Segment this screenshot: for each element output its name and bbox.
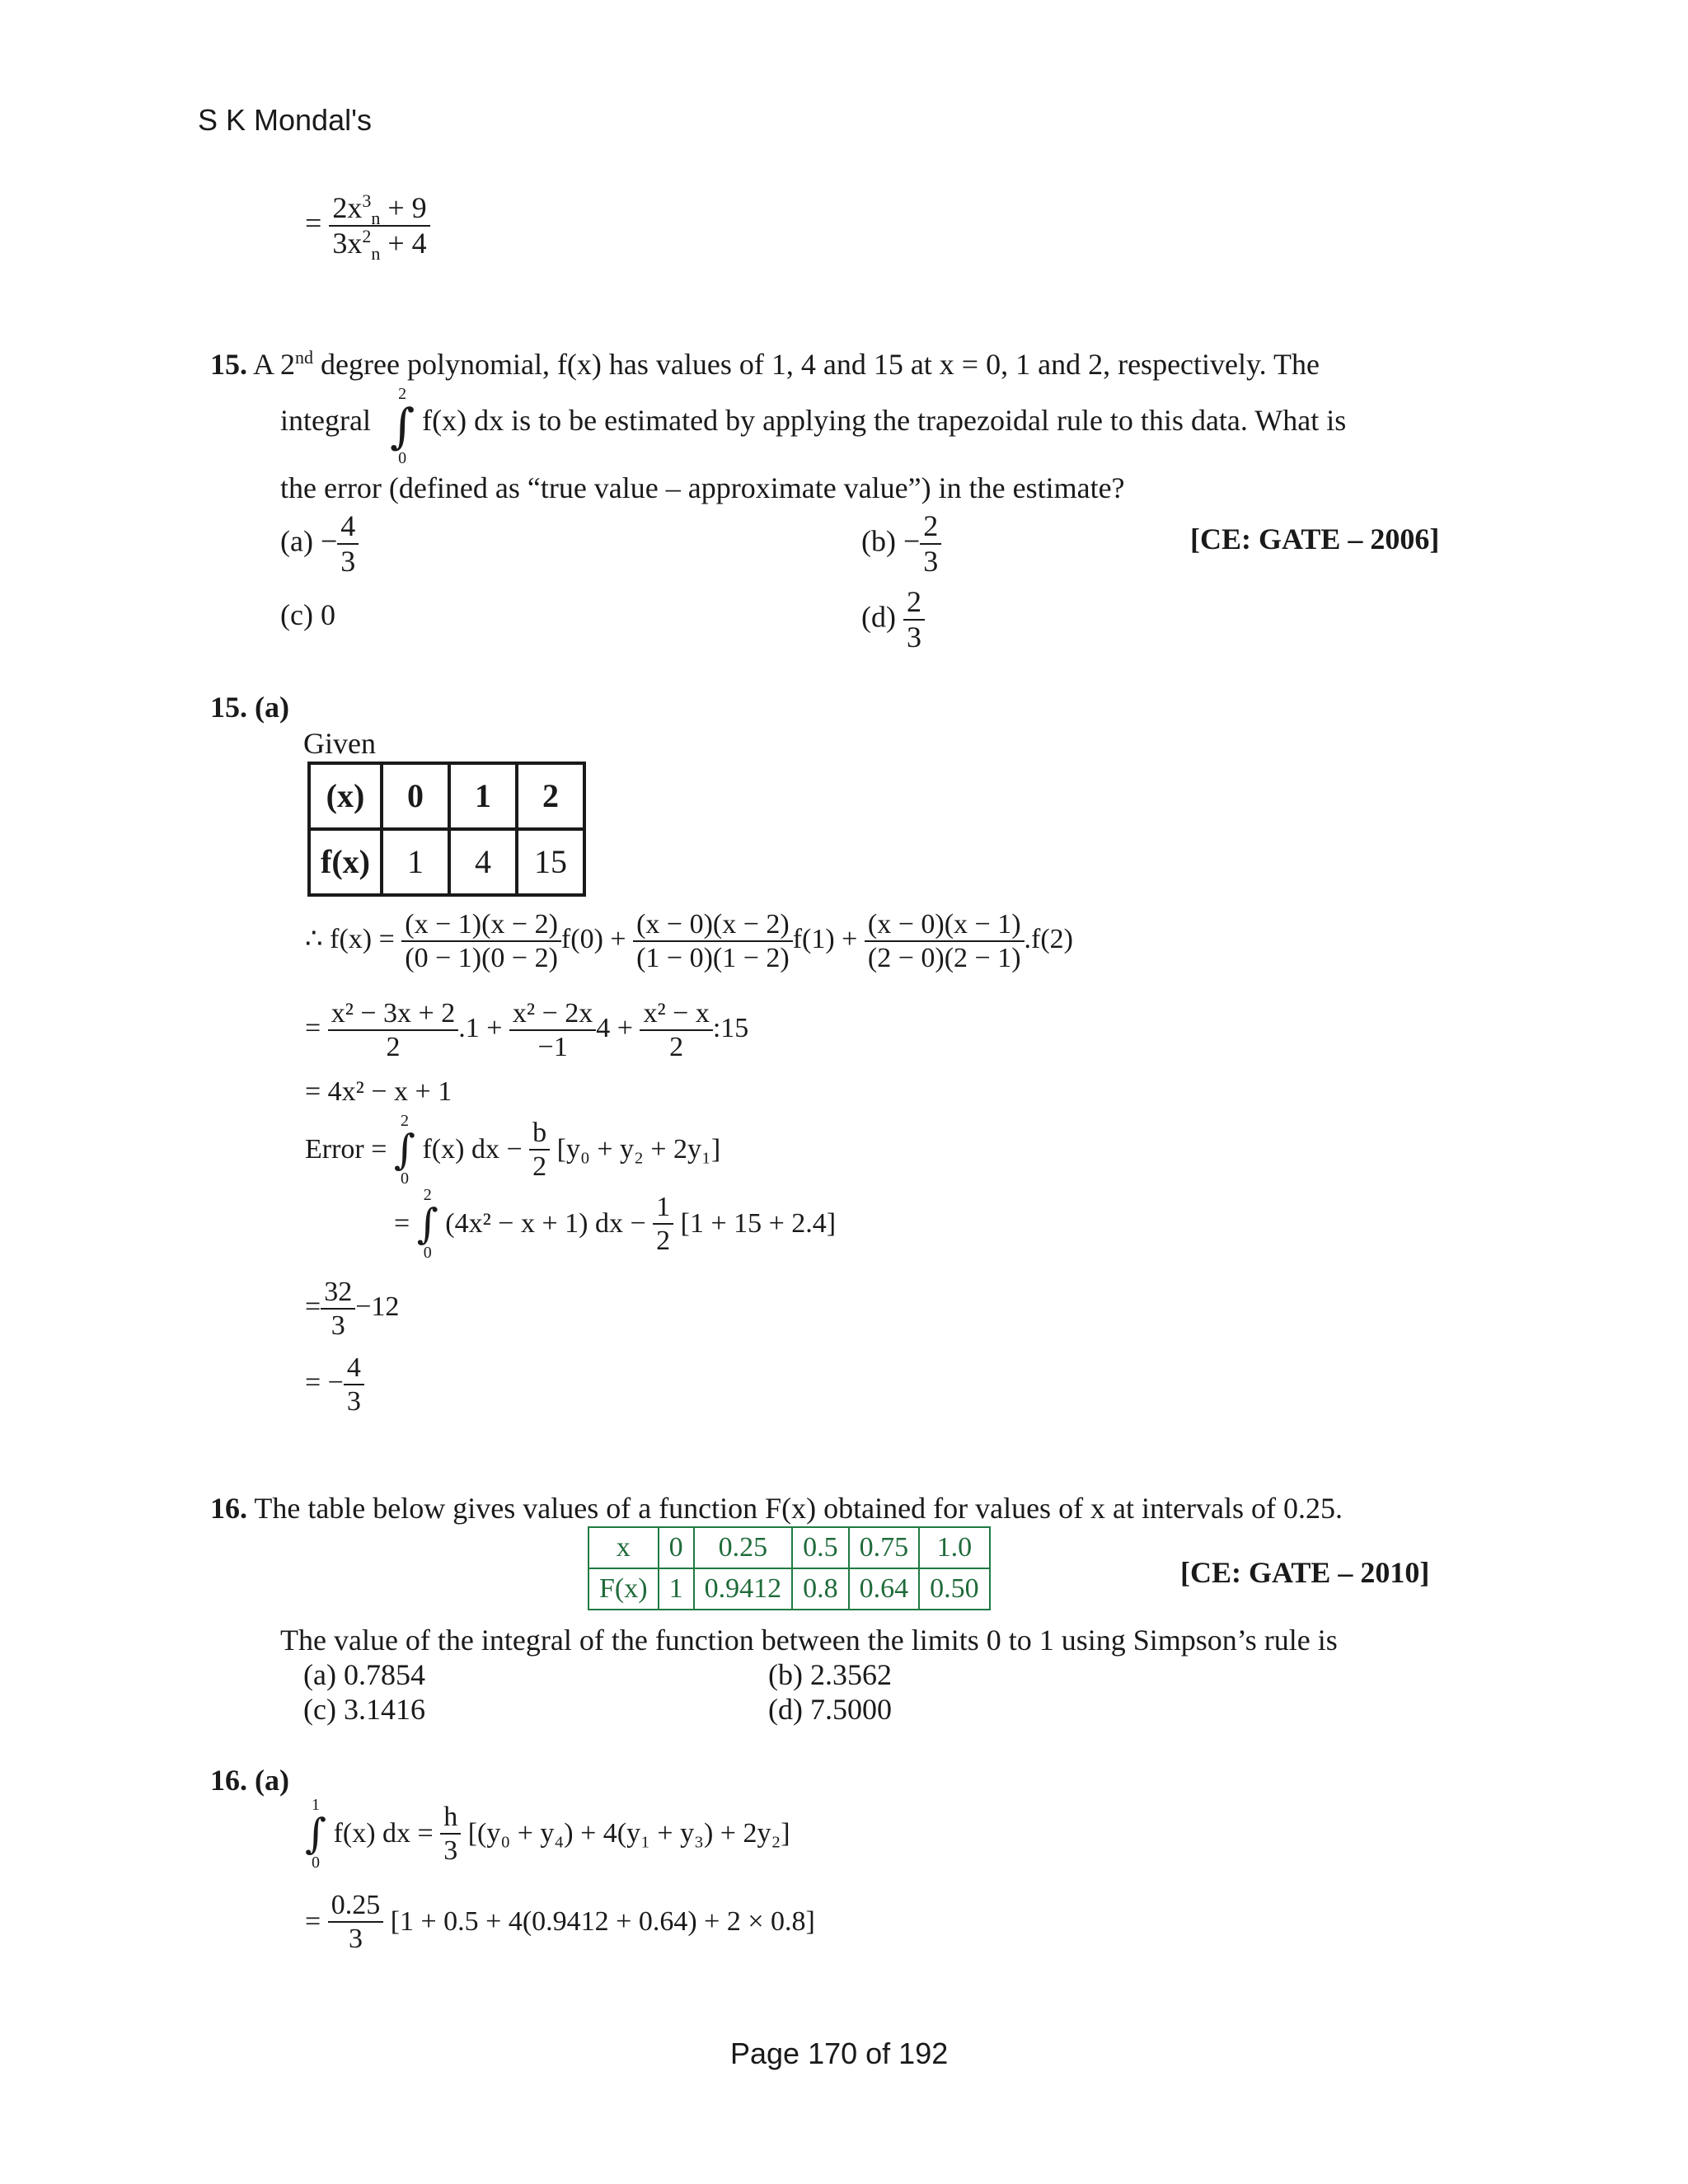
- a15-step3: = 4x² − x + 1: [305, 1076, 452, 1107]
- previous-result: = $\frac{2x^3_n + 9}{3x^2_n + 4}$: [305, 191, 430, 261]
- table-cell: 1: [449, 763, 517, 829]
- q15-line2: integral 2 ∫ 0 f(x) dx is to be estimated by applying the trapezoidal rule to this data. What is: [280, 385, 1347, 467]
- a15-values-table: [307, 762, 586, 897]
- a15-step7: = − $\frac{4}{3}$: [305, 1352, 364, 1418]
- table-row: [309, 829, 584, 895]
- header-author: S K Mondal's: [198, 103, 372, 137]
- a15-step5: = 2 ∫ 0 (4x² − x + 1) dx − $\frac{1}{2}$ [1 + 15 + 2.4]: [394, 1186, 837, 1262]
- q16-source: [CE: GATE – 2010]: [1180, 1556, 1430, 1589]
- table-cell: 4: [449, 829, 517, 895]
- table-cell: x: [588, 1527, 659, 1568]
- table-cell: 15: [517, 829, 584, 895]
- table-cell: F(x): [588, 1568, 659, 1610]
- table-cell: 1: [382, 829, 449, 895]
- a15-lagrange: ∴ f(x) = $\frac{(x - 1)(x - 2)}{(0 - 1)(0 - 2)}$ f(0) + $\frac{(x - 0)(x - 2)}{(1 - 0)(1 - 2)}$ f(1) + $\frac{(x - 0)(x - 1)}{(2 - 0)(2 - 1)}$ .f(2): [305, 909, 1073, 974]
- q15-option-d: (d) $\frac{2}{3}$: [861, 585, 925, 655]
- q15-option-b: (b) − $\frac{2}{3}$: [861, 509, 941, 579]
- q15-line1: 15. A 2nd degree polynomial, f(x) has values of 1, 4 and 15 at x = 0, 1 and 2, respectively. The: [210, 347, 1320, 381]
- q16-option-c: (c) 3.1416: [303, 1693, 425, 1726]
- a15-error-line: Error = 2 ∫ 0 f(x) dx − $\frac{b}{2}$ [y₀ + y₂ + 2y₁]: [305, 1112, 721, 1188]
- table-cell: 0.64: [849, 1568, 920, 1610]
- page-number: Page 170 of 192: [730, 2036, 949, 2070]
- q16-line2: The value of the integral of the function between the limits 0 to 1 using Simpson’s rule is: [280, 1624, 1338, 1657]
- table-cell: 0.25: [694, 1527, 793, 1568]
- table-cell: 0.75: [849, 1527, 920, 1568]
- q15-source: [CE: GATE – 2006]: [1190, 523, 1440, 555]
- a16-line1: 1 ∫ 0 f(x) dx = $\frac{h}{3}$ [(y₀ + y₄) + 4(y₁ + y₃) + 2y₂]: [305, 1796, 790, 1872]
- table-row: [309, 763, 584, 829]
- a15-given: Given: [303, 727, 376, 760]
- q15-option-a: (a) − $\frac{4}{3}$: [280, 509, 359, 579]
- table-cell: f(x): [309, 829, 382, 895]
- a16-label: 16. (a): [210, 1764, 289, 1797]
- a16-line2: = $\frac{0.25}{3}$ [1 + 0.5 + 4(0.9412 + 0.64) + 2 × 0.8]: [305, 1890, 815, 1955]
- q16-option-a: (a) 0.7854: [303, 1658, 425, 1691]
- table-cell: 0: [659, 1527, 694, 1568]
- a15-label: 15. (a): [210, 691, 289, 724]
- q16-values-table: [588, 1526, 991, 1610]
- table-cell: 0.50: [919, 1568, 990, 1610]
- table-cell: 0.5: [792, 1527, 849, 1568]
- q15-option-c: (c) 0: [280, 598, 335, 631]
- table-cell: 1.0: [919, 1527, 990, 1568]
- q15-line3: the error (defined as “true value – approximate value”) in the estimate?: [280, 471, 1125, 504]
- table-cell: (x): [309, 763, 382, 829]
- q16-option-b: (b) 2.3562: [768, 1658, 892, 1691]
- q16-line1: 16. The table below gives values of a function F(x) obtained for values of x at intervals of 0.25.: [210, 1492, 1343, 1525]
- table-cell: 1: [659, 1568, 694, 1610]
- table-cell: 0.9412: [694, 1568, 793, 1610]
- q16-option-d: (d) 7.5000: [768, 1693, 892, 1726]
- table-cell: 2: [517, 763, 584, 829]
- a15-step2: = $\frac{\text{x² − 3x + 2}}{2}$ .1 + $\frac{\text{x² − 2x}}{-1}$ 4 + $\frac{\text{x² − x}}{2}$ :15: [305, 998, 749, 1063]
- table-cell: 0.8: [792, 1568, 849, 1610]
- table-row: [588, 1527, 990, 1568]
- table-row: [588, 1568, 990, 1610]
- a15-step6: = $\frac{32}{3}$ −12: [305, 1277, 400, 1342]
- integral-sign: 2 ∫ 0: [389, 385, 415, 467]
- table-cell: 0: [382, 763, 449, 829]
